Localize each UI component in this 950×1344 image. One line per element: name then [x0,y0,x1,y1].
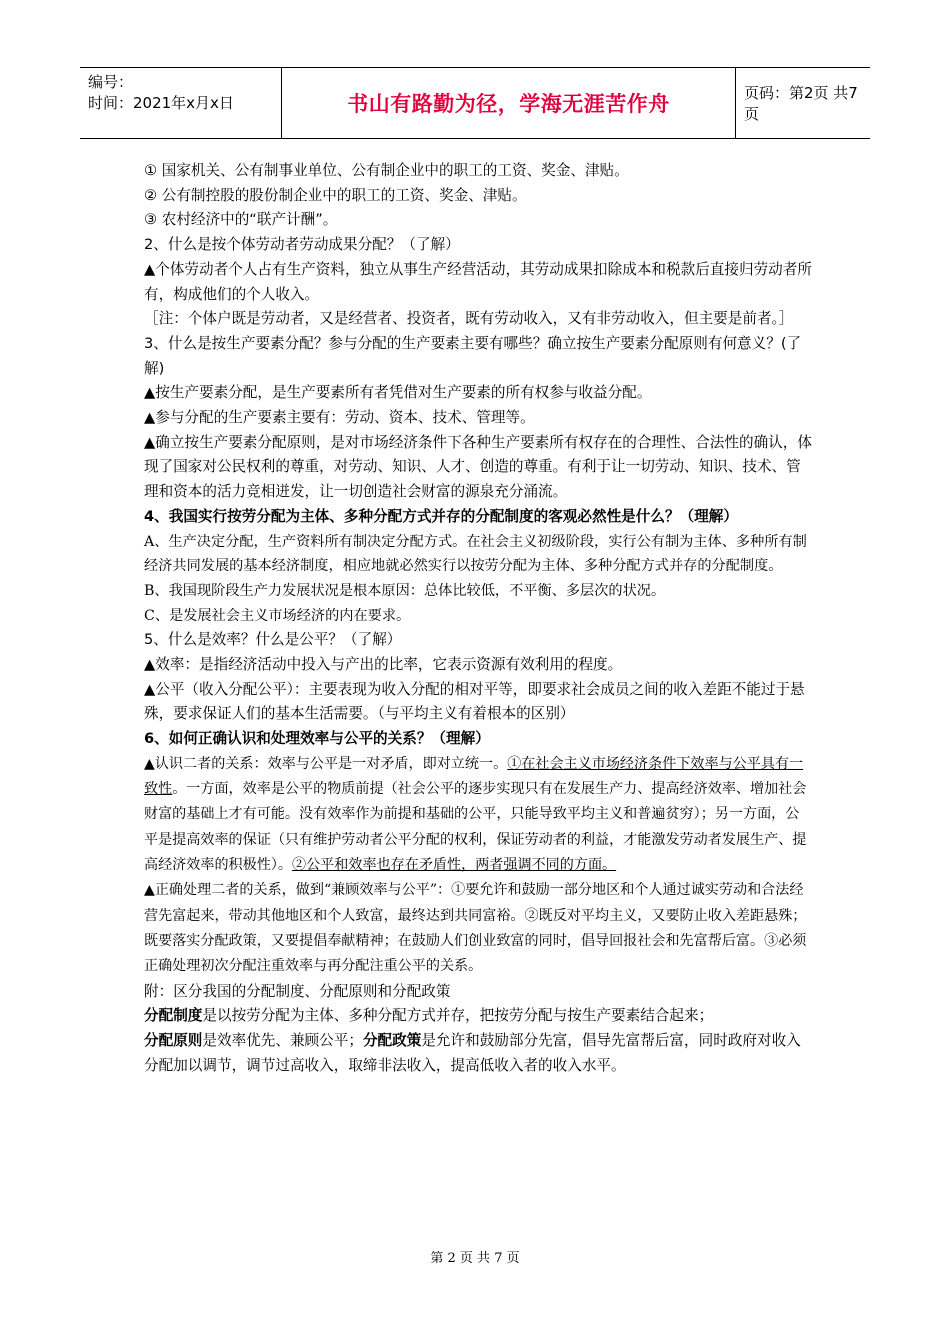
answer-4-a: A、生产决定分配，生产资料所有制决定分配方式。在社会主义初级阶段，实行公有制为主体、多种所有制经济共同发展的基本经济制度，相应地就必然实行以按劳分配为主体、多种分配方式并存的分配制度。 [144,533,807,575]
note-2: ［注：个体户既是劳动者，又是经营者、投资者，既有劳动收入，又有非劳动收入，但主要是前者。］ [144,310,794,328]
header-meta [88,72,278,114]
answer-5-1: ▲效率：是指经济活动中投入与产出的比率，它表示资源有效利用的程度。 [144,656,623,674]
list-item: ③ 农村经济中的“联产计酬”。 [144,211,338,229]
page-header [80,67,870,139]
page-footer: 第 2 页 共 7 页 [430,1251,520,1266]
answer-5-2: ▲公平（收入分配公平）：主要表现为收入分配的相对平等，即要求社会成员之间的收入差距不能过于悬殊，要求保证人们的基本生活需要。（与平均主义有着根本的区别） [144,680,805,723]
answer-6-1-intro: ▲认识二者的关系：效率与公平是一对矛盾，即对立统一。 [144,755,508,772]
answer-3-2: ▲参与分配的生产要素主要有：劳动、资本、技术、管理等。 [144,409,535,427]
time-label: 时间：2021年x月x日 [88,94,234,112]
policy-text: 是允许和鼓励部分先富，倡导先富帮后富，同时政府对收入分配加以调节，调节过高收入，取缔非法收入，提高低收入者的收入水平。 [144,1031,801,1074]
list-item: ② 公有制控股的股份制企业中的职工的工资、奖金、津贴。 [144,186,527,204]
appendix-title: 附：区分我国的分配制度、分配原则和分配政策 [144,982,451,1000]
question-3: 3、什么是按生产要素分配？参与分配的生产要素主要有哪些？确立按生产要素分配原则有何意义？(了解) [144,334,802,377]
answer-6-1-point-2: ②公平和效率也存在矛盾性，两者强调不同的方面。 [291,857,617,874]
answer-6-2: ▲正确处理二者的关系，做到“兼顾效率与公平”：①要允许和鼓励一部分地区和个人通过诚实劳动和合法经营先富起来，带动其他地区和个人致富，最终达到共同富裕。②既反对平均主义，又要防止收入差距悬殊；既要落实分配政策，又要提倡奉献精神；在鼓励人们创业致富的同时，倡导回报社会和先富帮后富。③必须正确处理初次分配注重效率与再分配注重公平的关系。 [144,882,807,975]
answer-3-1: ▲按生产要素分配，是生产要素所有者凭借对生产要素的所有权参与收益分配。 [144,384,652,402]
answer-6-1-point-1: ①在社会主义市场经济条件下效率与公平具有一致性 [144,755,804,798]
appendix-principle-policy [144,1029,812,1078]
system-term: 分配制度 [144,1007,203,1025]
question-2: 2、什么是按个体劳动者劳动成果分配？（了解） [144,236,460,254]
answer-4-c: C、是发展社会主义市场经济的内在要求。 [144,607,411,624]
question-4: 4、我国实行按劳分配为主体、多种分配方式并存的分配制度的客观必然性是什么？（理解） [144,507,738,525]
answer-6-1 [144,752,812,878]
header-page-info: 页码：第2页 共7页 [744,84,858,123]
list-item: ① 国家机关、公有制事业单位、公有制企业中的职工的工资、奖金、津贴。 [144,162,629,179]
answer-4-b: B、我国现阶段生产力发展状况是根本原因：总体比较低，不平衡、多层次的状况。 [144,582,666,599]
policy-term: 分配政策 [362,1031,422,1049]
answer-2: ▲个体劳动者个人占有生产资料，独立从事生产经营活动，其劳动成果扣除成本和税款后直接归劳动者所有，构成他们的个人收入。 [144,260,812,303]
document-body [144,159,812,1078]
principle-text: 是效率优先、兼顾公平； [202,1031,363,1049]
number-label: 编号： [88,73,134,91]
appendix-system [144,1004,812,1029]
question-5: 5、什么是效率？什么是公平？（了解） [144,631,402,649]
question-6: 6、如何正确认识和处理效率与公平的关系？（理解） [144,730,490,748]
principle-term: 分配原则 [144,1031,203,1049]
answer-3-3: ▲确立按生产要素分配原则，是对市场经济条件下各种生产要素所有权存在的合理性、合法性的确认，体现了国家对公民权利的尊重，对劳动、知识、人才、创造的尊重。有利于让一切劳动、知识、技术、管理和资本的活力竞相迸发，让一切创造社会财富的源泉充分涌流。 [144,433,812,501]
system-text: 是以按劳分配为主体、多种分配方式并存，把按劳分配与按生产要素结合起来； [202,1007,714,1025]
header-motto: 书山有路勤为径，学海无涯苦作舟 [281,68,736,138]
answer-6-1-detail: 。一方面，效率是公平的物质前提（社会公平的逐步实现只有在发展生产力、提高经济效率、增加社会财富的基础上才有可能。没有效率作为前提和基础的公平，只能导致平均主义和普遍贫穷）；另一方面，公平是提高效率的保证（只有维护劳动者公平分配的权利，保证劳动者的利益，才能激发劳动者发展生产、提高经济效率的积极性）。 [144,781,807,874]
